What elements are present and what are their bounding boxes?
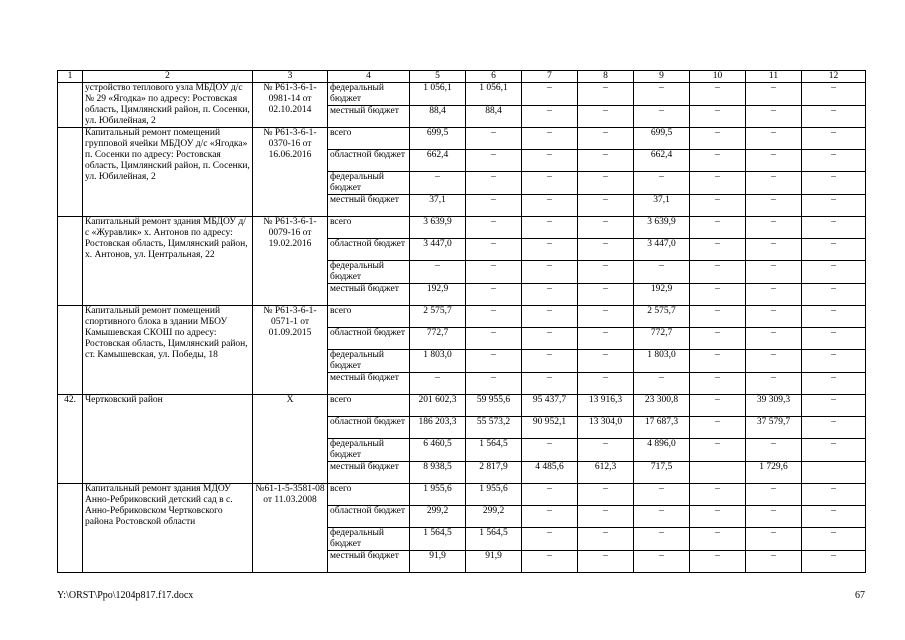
value-cell: 1 056,1	[466, 83, 522, 106]
value-cell: –	[802, 284, 866, 306]
document-cell: № Р61-3-6-1-0571-1 от 01.09.2015	[253, 306, 328, 395]
table-row	[58, 83, 866, 106]
value-cell: 717,5	[634, 462, 690, 484]
value-cell: 91,9	[410, 551, 466, 573]
funding-source-cell: федеральный бюджет	[328, 83, 410, 106]
value-cell: –	[634, 83, 690, 106]
value-cell: 1 729,6	[746, 462, 802, 484]
value-cell: –	[522, 484, 578, 506]
value-cell: –	[802, 551, 866, 573]
value-cell: –	[522, 528, 578, 551]
value-cell: –	[522, 128, 578, 150]
value-cell: –	[466, 195, 522, 217]
value-cell: –	[578, 172, 634, 195]
value-cell: 192,9	[634, 284, 690, 306]
value-cell: 299,2	[410, 506, 466, 528]
value-cell: –	[578, 328, 634, 350]
table-row	[58, 217, 866, 239]
value-cell: –	[690, 395, 746, 417]
value-cell: –	[410, 373, 466, 395]
value-cell: –	[522, 217, 578, 239]
row-number-cell	[58, 306, 83, 395]
object-name-cell: Капитальный ремонт помещений групповой ячейки МБДОУ д/с «Ягодка» п. Сосенки по адресу: Ростовская область, Цимлянский район, п. Сосенки, ул. Юбилейная, 2	[83, 128, 253, 217]
value-cell: –	[522, 195, 578, 217]
value-cell: –	[802, 128, 866, 150]
value-cell: –	[522, 239, 578, 261]
value-cell: 4 485,6	[522, 462, 578, 484]
value-cell: –	[690, 306, 746, 328]
row-number-cell: 42.	[58, 395, 83, 484]
value-cell: –	[746, 551, 802, 573]
value-cell: –	[802, 306, 866, 328]
value-cell: –	[746, 261, 802, 284]
value-cell: –	[522, 150, 578, 172]
header-row	[58, 71, 866, 83]
funding-source-cell: местный бюджет	[328, 195, 410, 217]
object-name-cell: устройство теплового узла МБДОУ д/с № 29 «Ягодка» по адресу: Ростовская область, Цимлянский район, п. Сосенки, ул. Юбилейная, 2	[83, 83, 253, 128]
value-cell: –	[634, 106, 690, 128]
value-cell: –	[746, 150, 802, 172]
value-cell: –	[410, 172, 466, 195]
funding-source-cell: местный бюджет	[328, 373, 410, 395]
value-cell: –	[746, 506, 802, 528]
funding-source-cell: всего	[328, 128, 410, 150]
row-number-cell	[58, 83, 83, 128]
value-cell: 88,4	[466, 106, 522, 128]
value-cell: 55 573,2	[466, 417, 522, 439]
value-cell: –	[690, 217, 746, 239]
value-cell: 17 687,3	[634, 417, 690, 439]
header-cell: 2	[83, 71, 253, 83]
value-cell: 772,7	[634, 328, 690, 350]
table-row	[58, 306, 866, 328]
value-cell: –	[802, 172, 866, 195]
value-cell: 1 564,5	[466, 439, 522, 462]
table-row	[58, 128, 866, 150]
value-cell: –	[746, 128, 802, 150]
value-cell: –	[690, 417, 746, 439]
header-cell: 5	[410, 71, 466, 83]
funding-source-cell: федеральный бюджет	[328, 528, 410, 551]
document-cell: Х	[253, 395, 328, 484]
value-cell: –	[466, 217, 522, 239]
value-cell: –	[802, 439, 866, 462]
value-cell: 3 447,0	[410, 239, 466, 261]
funding-source-cell: областной бюджет	[328, 506, 410, 528]
value-cell: –	[578, 373, 634, 395]
value-cell: 2 575,7	[634, 306, 690, 328]
value-cell: –	[802, 506, 866, 528]
value-cell: –	[466, 284, 522, 306]
document-cell: № Р61-3-6-1-0079-16 от 19.02.2016	[253, 217, 328, 306]
value-cell: –	[522, 261, 578, 284]
value-cell: –	[690, 261, 746, 284]
value-cell: –	[522, 172, 578, 195]
value-cell: 2 575,7	[410, 306, 466, 328]
value-cell: 59 955,6	[466, 395, 522, 417]
object-name-cell: Капитальный ремонт здания МБДОУ д/с «Журавлик» х. Антонов по адресу: Ростовская область, Цимлянский район, х. Антонов, ул. Центральная, 22	[83, 217, 253, 306]
header-cell: 1	[58, 71, 83, 83]
value-cell: 95 437,7	[522, 395, 578, 417]
value-cell: –	[802, 528, 866, 551]
object-name-cell: Чертковский район	[83, 395, 253, 484]
header-cell: 9	[634, 71, 690, 83]
header-cell: 3	[253, 71, 328, 83]
value-cell: –	[690, 284, 746, 306]
value-cell: –	[634, 528, 690, 551]
value-cell: 37 579,7	[746, 417, 802, 439]
value-cell: –	[746, 217, 802, 239]
funding-source-cell: всего	[328, 484, 410, 506]
funding-source-cell: всего	[328, 217, 410, 239]
header-cell: 12	[802, 71, 866, 83]
value-cell: 3 447,0	[634, 239, 690, 261]
value-cell: 88,4	[410, 106, 466, 128]
value-cell: –	[746, 284, 802, 306]
value-cell: 39 309,3	[746, 395, 802, 417]
value-cell: –	[466, 328, 522, 350]
value-cell: –	[522, 350, 578, 373]
value-cell: 699,5	[410, 128, 466, 150]
value-cell: 3 639,9	[410, 217, 466, 239]
header-cell: 4	[328, 71, 410, 83]
value-cell: –	[466, 350, 522, 373]
value-cell: 1 056,1	[410, 83, 466, 106]
value-cell: –	[578, 528, 634, 551]
value-cell	[690, 462, 746, 484]
value-cell: 201 602,3	[410, 395, 466, 417]
value-cell: 37,1	[634, 195, 690, 217]
value-cell: –	[466, 172, 522, 195]
value-cell: –	[578, 306, 634, 328]
value-cell: –	[690, 328, 746, 350]
value-cell: –	[578, 195, 634, 217]
value-cell: –	[578, 284, 634, 306]
value-cell: 699,5	[634, 128, 690, 150]
row-number-cell	[58, 128, 83, 217]
value-cell: 1 803,0	[410, 350, 466, 373]
value-cell: –	[634, 484, 690, 506]
value-cell: 1 803,0	[634, 350, 690, 373]
header-cell: 11	[746, 71, 802, 83]
value-cell: 299,2	[466, 506, 522, 528]
value-cell: –	[522, 328, 578, 350]
value-cell: –	[466, 261, 522, 284]
page-footer	[57, 590, 865, 601]
value-cell: –	[802, 217, 866, 239]
funding-source-cell: федеральный бюджет	[328, 350, 410, 373]
table-row	[58, 395, 866, 417]
value-cell: 4 896,0	[634, 439, 690, 462]
value-cell: –	[522, 306, 578, 328]
document-cell: № Р61-3-6-1-0981-14 от 02.10.2014	[253, 83, 328, 128]
value-cell: –	[522, 83, 578, 106]
value-cell: –	[746, 528, 802, 551]
value-cell: –	[802, 83, 866, 106]
value-cell: –	[690, 106, 746, 128]
object-name-cell: Капитальный ремонт помещений спортивного блока в здании МБОУ Камышевская СКОШ по адресу: Ростовская область, Цимлянский район, ст. Камышевская, ул. Победы, 18	[83, 306, 253, 395]
funding-source-cell: областной бюджет	[328, 328, 410, 350]
value-cell: –	[522, 439, 578, 462]
value-cell: –	[578, 83, 634, 106]
value-cell: –	[802, 195, 866, 217]
funding-source-cell: областной бюджет	[328, 239, 410, 261]
value-cell: –	[410, 261, 466, 284]
value-cell: –	[802, 328, 866, 350]
value-cell: 772,7	[410, 328, 466, 350]
value-cell: –	[746, 83, 802, 106]
funding-source-cell: федеральный бюджет	[328, 261, 410, 284]
funding-source-cell: федеральный бюджет	[328, 439, 410, 462]
value-cell: 23 300,8	[634, 395, 690, 417]
value-cell: –	[578, 106, 634, 128]
value-cell: –	[578, 484, 634, 506]
value-cell: –	[690, 128, 746, 150]
value-cell: –	[690, 484, 746, 506]
value-cell: –	[746, 373, 802, 395]
value-cell: –	[746, 172, 802, 195]
value-cell: –	[802, 106, 866, 128]
value-cell: –	[634, 506, 690, 528]
value-cell: –	[578, 350, 634, 373]
value-cell: –	[578, 551, 634, 573]
value-cell: 37,1	[410, 195, 466, 217]
value-cell: 3 639,9	[634, 217, 690, 239]
page-number: 67	[855, 590, 865, 601]
value-cell: –	[746, 239, 802, 261]
value-cell: –	[690, 239, 746, 261]
value-cell: –	[578, 217, 634, 239]
value-cell: –	[746, 195, 802, 217]
value-cell: –	[690, 172, 746, 195]
value-cell: –	[690, 551, 746, 573]
value-cell: 186 203,3	[410, 417, 466, 439]
value-cell: –	[690, 350, 746, 373]
value-cell: 2 817,9	[466, 462, 522, 484]
value-cell: –	[690, 195, 746, 217]
value-cell: –	[746, 306, 802, 328]
funding-source-cell: областной бюджет	[328, 150, 410, 172]
document-cell: № Р61-3-6-1-0370-16 от 16.06.2016	[253, 128, 328, 217]
value-cell: 6 460,5	[410, 439, 466, 462]
funding-source-cell: местный бюджет	[328, 284, 410, 306]
value-cell: –	[522, 284, 578, 306]
value-cell: –	[466, 150, 522, 172]
table-row	[58, 484, 866, 506]
value-cell: –	[802, 373, 866, 395]
value-cell: –	[802, 239, 866, 261]
value-cell: –	[746, 328, 802, 350]
value-cell: –	[522, 373, 578, 395]
funding-source-cell: местный бюджет	[328, 106, 410, 128]
value-cell: 662,4	[410, 150, 466, 172]
value-cell: 13 304,0	[578, 417, 634, 439]
value-cell: –	[690, 83, 746, 106]
value-cell: –	[690, 439, 746, 462]
value-cell: 612,3	[578, 462, 634, 484]
value-cell: –	[578, 261, 634, 284]
value-cell	[802, 462, 866, 484]
value-cell: –	[634, 373, 690, 395]
value-cell: –	[802, 150, 866, 172]
object-name-cell: Капитальный ремонт здания МДОУ Анно-Ребриковский детский сад в с. Анно-Ребриковском Чертковского района Ростовской области	[83, 484, 253, 573]
funding-source-cell: областной бюджет	[328, 417, 410, 439]
value-cell: –	[466, 128, 522, 150]
value-cell: –	[690, 528, 746, 551]
value-cell: 1 564,5	[466, 528, 522, 551]
value-cell: –	[466, 373, 522, 395]
value-cell: 13 916,3	[578, 395, 634, 417]
header-cell: 7	[522, 71, 578, 83]
value-cell: –	[634, 551, 690, 573]
header-cell: 10	[690, 71, 746, 83]
value-cell: –	[634, 172, 690, 195]
funding-source-cell: местный бюджет	[328, 551, 410, 573]
value-cell: –	[578, 439, 634, 462]
value-cell: 1 955,6	[410, 484, 466, 506]
value-cell: –	[466, 306, 522, 328]
value-cell: –	[522, 506, 578, 528]
value-cell: –	[578, 150, 634, 172]
value-cell: –	[690, 506, 746, 528]
value-cell: 90 952,1	[522, 417, 578, 439]
value-cell: 8 938,5	[410, 462, 466, 484]
value-cell: –	[522, 551, 578, 573]
value-cell: 662,4	[634, 150, 690, 172]
value-cell: 192,9	[410, 284, 466, 306]
value-cell: –	[690, 150, 746, 172]
value-cell: –	[466, 239, 522, 261]
value-cell: 1 955,6	[466, 484, 522, 506]
value-cell: –	[690, 373, 746, 395]
value-cell: –	[578, 128, 634, 150]
header-cell: 8	[578, 71, 634, 83]
value-cell: –	[578, 506, 634, 528]
value-cell: –	[578, 239, 634, 261]
value-cell: –	[522, 106, 578, 128]
value-cell: 1 564,5	[410, 528, 466, 551]
funding-source-cell: всего	[328, 395, 410, 417]
value-cell: –	[746, 484, 802, 506]
value-cell: –	[634, 261, 690, 284]
row-number-cell	[58, 484, 83, 573]
value-cell: –	[802, 417, 866, 439]
value-cell: –	[746, 439, 802, 462]
document-cell: №61-1-5-3581-08 от 11.03.2008	[253, 484, 328, 573]
funding-source-cell: федеральный бюджет	[328, 172, 410, 195]
file-path: Y:\ORST\Ppo\1204p817.f17.docx	[57, 590, 194, 601]
value-cell: –	[746, 350, 802, 373]
value-cell: –	[802, 350, 866, 373]
budget-table	[57, 70, 866, 573]
value-cell: –	[746, 106, 802, 128]
funding-source-cell: всего	[328, 306, 410, 328]
value-cell: –	[802, 395, 866, 417]
funding-source-cell: местный бюджет	[328, 462, 410, 484]
value-cell: 91,9	[466, 551, 522, 573]
value-cell: –	[802, 261, 866, 284]
row-number-cell	[58, 217, 83, 306]
value-cell: –	[802, 484, 866, 506]
header-cell: 6	[466, 71, 522, 83]
